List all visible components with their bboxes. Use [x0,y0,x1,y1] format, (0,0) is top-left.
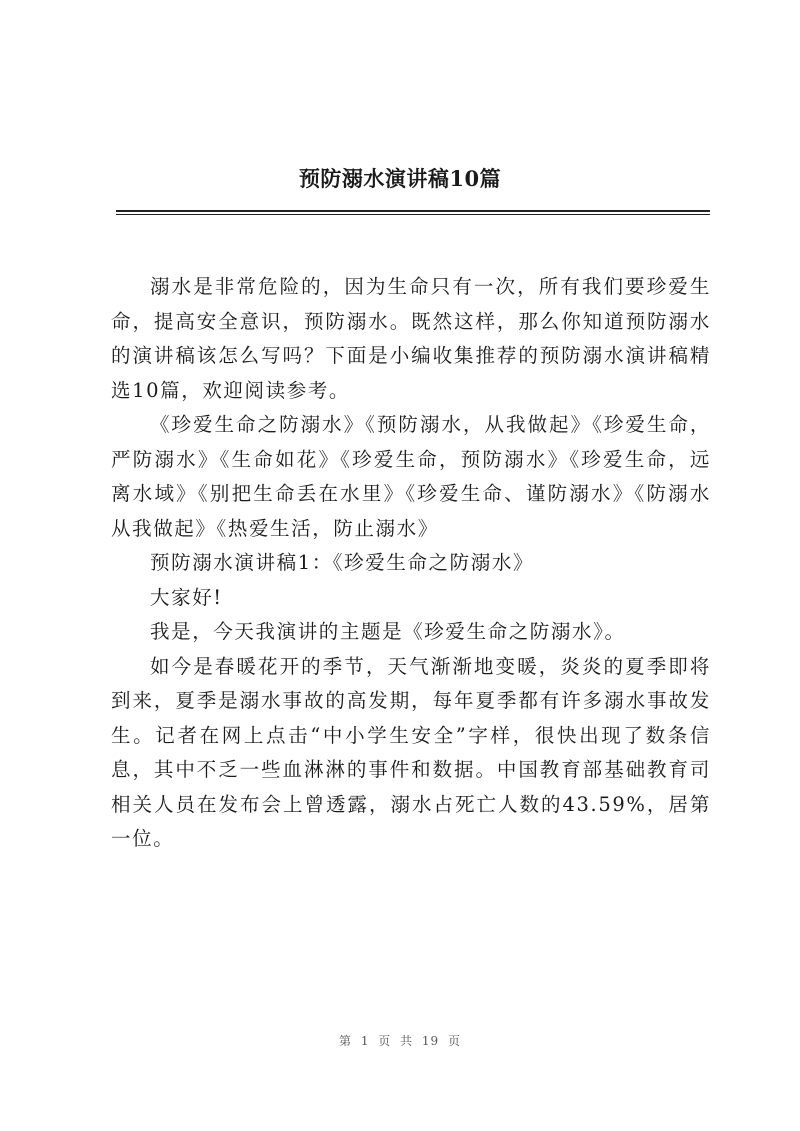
title-divider-thick [116,210,710,212]
document-title: 预防溺水演讲稿10篇 [298,166,502,191]
speech-heading: 预防溺水演讲稿1：《珍爱生命之防溺水》 [150,551,535,574]
intro-paragraph: 溺水是非常危险的，因为生命只有一次，所有我们要珍爱生命，提高安全意识，预防溺水。既然这样，那么你知道预防溺水的演讲稿该怎么写吗？下面是小编收集推荐的预防溺水演讲稿精选10篇，欢迎阅读参考。 [111,275,711,402]
body-paragraph: 如今是春暖花开的季节，天气渐渐地变暖，炎炎的夏季即将到来，夏季是溺水事故的高发期，每年夏季都有许多溺水事故发生。记者在网上点击“中小学生安全”字样，很快出现了数条信息，其中不乏一些血淋淋的事件和数据。中国教育部基础教育司相关人员在发布会上曾透露，溺水占死亡人数的43.59%，居第一位。 [111,654,711,850]
page-number-footer: 第 1 页 共 19 页 [339,1034,461,1048]
document-body [111,270,711,857]
topic-paragraph: 我是，今天我演讲的主题是《珍爱生命之防溺水》。 [150,620,626,643]
title-divider-thin [116,214,710,215]
speech-list-paragraph: 《珍爱生命之防溺水》《预防溺水，从我做起》《珍爱生命，严防溺水》《生命如花》《珍爱生命，预防溺水》《珍爱生命，远离水域》《别把生命丢在水里》《珍爱生命、谨防溺水》《防溺水从我做起》《热爱生活，防止溺水》 [111,413,711,540]
greeting-paragraph: 大家好! [150,585,223,609]
